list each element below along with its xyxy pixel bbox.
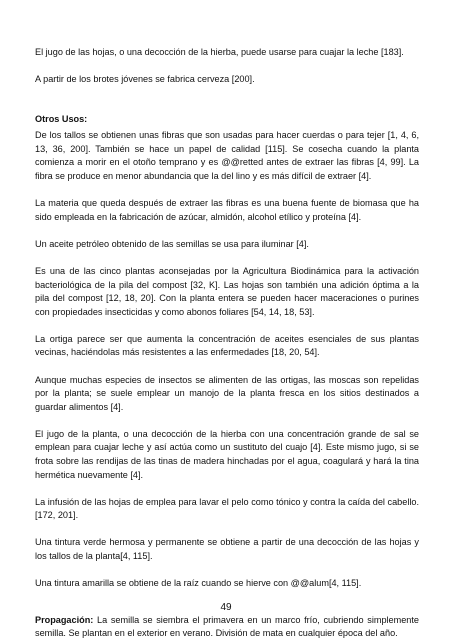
paragraph-jugo-planta: El jugo de la planta, o una decocción de la hierba con una concentración grande de sal se emplean para cuajar leche y así actúa como un sustituto del cuajo [4]. Este mismo jugo, si se frota sobre las rendijas de las tinas de madera hinchadas por el agua, coagulará y hará la tina hermética nuevamente [4]. — [35, 428, 419, 480]
paragraph-compost: Es una de las cinco plantas aconsejadas por la Agricultura Biodinámica para la activación bacteriológica de la pila del compost [32, K]. Las hojas son también una adición óptima a la pila del compost [12, 18, 20]. Con la planta entera se pueden hacer maceraciones o purines con propiedades insecticidas y como abonos foliares [54, 14, 18, 53]. — [35, 265, 419, 317]
paragraph-tintura-verde: Una tintura verde hermosa y permanente se obtiene a partir de una decocción de las hojas y los tallos de la planta[4, 115]. — [35, 537, 419, 561]
page-number: 49 — [220, 602, 232, 613]
propagacion-text: La semilla se siembra el primavera en un marco frío, cubriendo simplemente semilla. Se plantan en el exterior en verano. División de mata en cualquier época del año. — [35, 614, 419, 639]
paragraph-biomasa: La materia que queda después de extraer las fibras es una buena fuente de biomasa que ha sido empleada en la fabricación de azúcar, almidón, alcohol etílico y proteína [4]. — [35, 198, 419, 222]
paragraph-aceites-esenciales: La ortiga parece ser que aumenta la concentración de aceites esenciales de sus plantas vecinas, haciéndolas más resistentes a las enfermedades [18, 20, 54]. — [35, 333, 419, 358]
paragraph-infusion: La infusión de las hojas de emplea para lavar el pelo como tónico y contra la caída del cabello. [172, 201]. — [35, 496, 419, 521]
propagacion-label: Propagación: — [35, 614, 94, 625]
paragraph-tintura-amarilla: Una tintura amarilla se obtiene de la raíz cuando se hierve con @@alum[4, 115]. — [35, 578, 362, 589]
paragraph-cuajar-leche: El jugo de las hojas, o una decocción de la hierba, puede usarse para cuajar la leche [183]. — [35, 47, 404, 57]
paragraph-propagacion — [35, 614, 419, 641]
paragraph-insectos: Aunque muchas especies de insectos se alimenten de las ortigas, las moscas son repelidas por la planta; se suele emplear un manojo de la planta fresca en los sitios destinados a guardar alimentos [4]. — [35, 374, 419, 412]
paragraph-aceite: Un aceite petróleo obtenido de las semillas se usa para iluminar [4]. — [35, 238, 309, 249]
section-heading-otros-usos: Otros Usos: — [35, 114, 88, 125]
paragraph-fibras: De los tallos se obtienen unas fibras que son usadas para hacer cuerdas o para tejer [1, 4, 6, 13, 36, 200]. También se hace un papel de calidad [115]. Se cosecha cuando la planta comienza a morir en el otoño temprano y es @@retted antes de extraer las fibras [4, 99]. La fibra se produce en menor abundancia que la del lino y es más difícil de extraer [4]. — [35, 130, 419, 182]
page-body — [35, 46, 419, 641]
paragraph-cerveza: A partir de los brotes jóvenes se fabrica cerveza [200]. — [35, 74, 255, 85]
